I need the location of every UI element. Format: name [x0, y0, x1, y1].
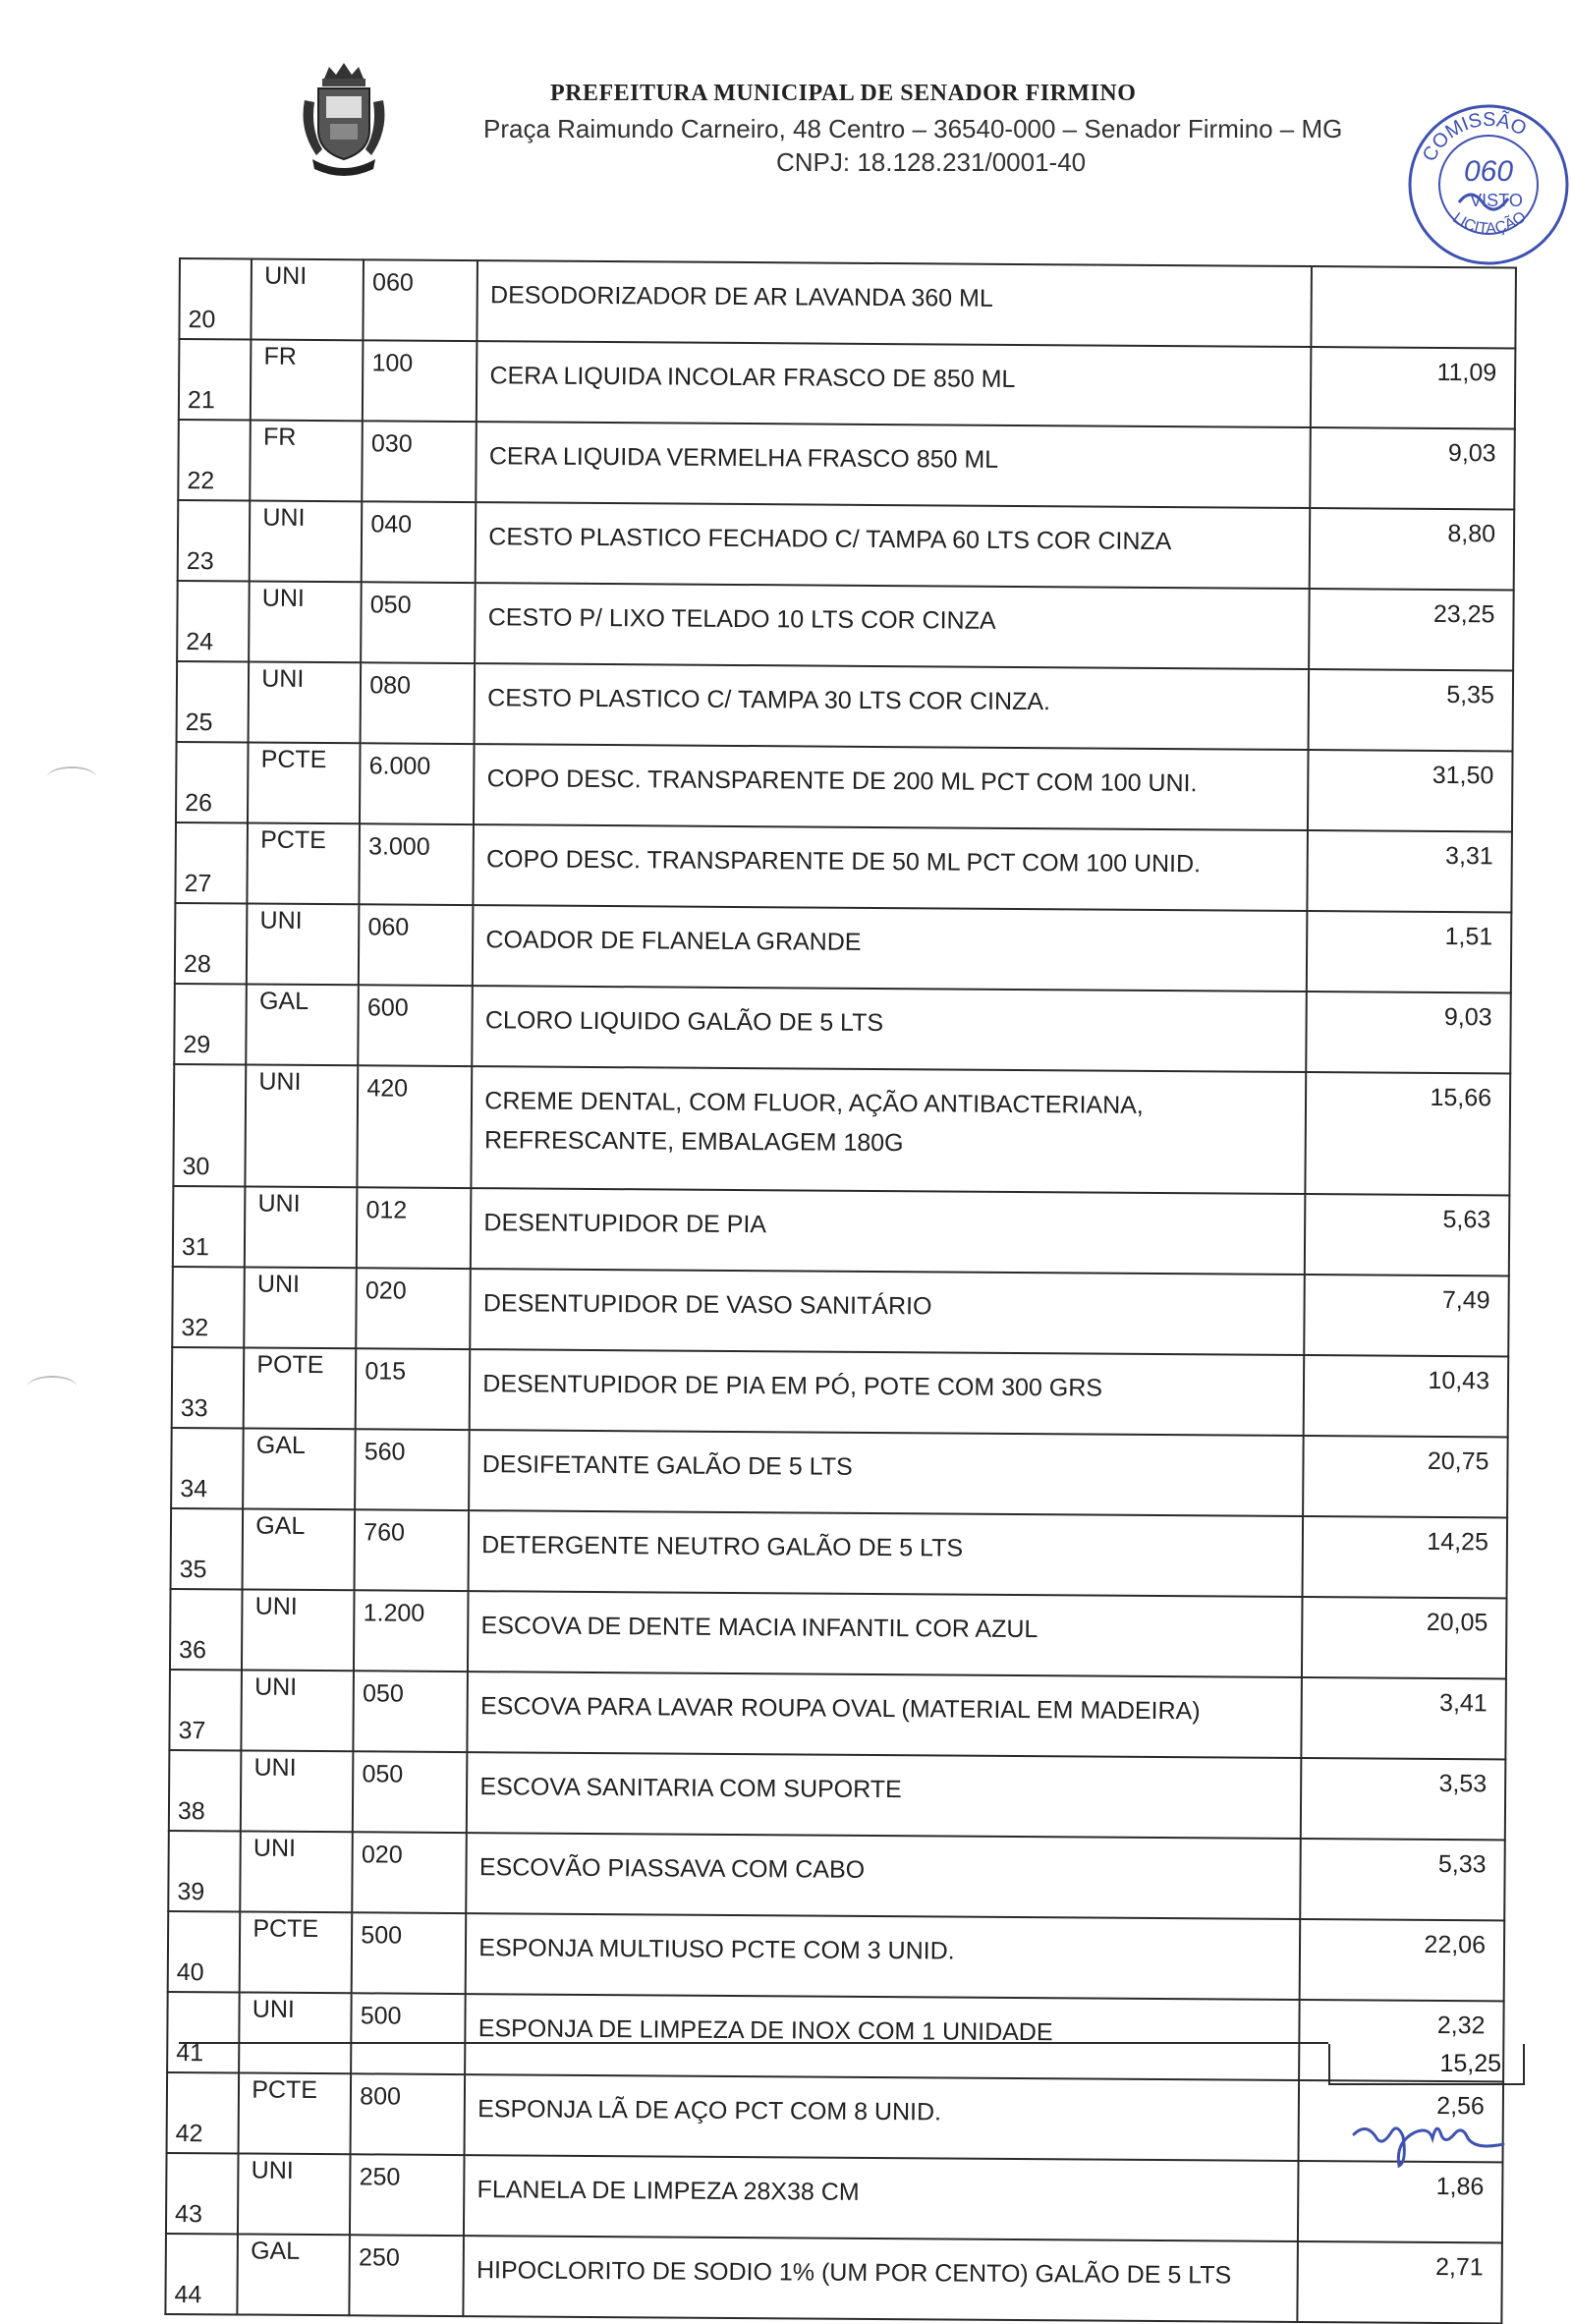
row-quantity: 060: [359, 904, 474, 986]
row-unit: PCTE: [239, 2072, 352, 2154]
stamp-top-text: COMISSÃO: [1418, 108, 1531, 166]
row-description: CESTO P/ LIXO TELADO 10 LTS COR CINZA: [475, 583, 1310, 669]
table-row: [175, 822, 1512, 912]
row-number: 33: [172, 1347, 245, 1429]
row-unit: UNI: [241, 1831, 354, 1912]
row-description: ESPONJA LÃ DE AÇO PCT COM 8 UNID.: [465, 2074, 1300, 2161]
row-number: 44: [165, 2234, 238, 2315]
row-price: 5,63: [1305, 1194, 1509, 1275]
row-price: 2,32: [1299, 2000, 1503, 2081]
table-row: [179, 258, 1516, 348]
row-quantity: 250: [350, 2235, 465, 2316]
row-description: ESCOVÃO PIASSAVA COM CABO: [467, 1833, 1302, 1919]
row-unit: UNI: [249, 582, 362, 663]
table-row: [178, 420, 1515, 509]
row-price: 3,53: [1301, 1758, 1505, 1840]
row-price: 2,56: [1299, 2080, 1503, 2162]
row-price: 8,80: [1310, 508, 1514, 590]
row-quantity: 500: [351, 1993, 466, 2074]
row-number: 27: [175, 822, 248, 904]
table-row: [169, 1750, 1506, 1840]
table-row: [175, 903, 1512, 992]
row-quantity: 020: [357, 1268, 472, 1349]
row-quantity: 420: [358, 1065, 473, 1188]
row-description: DESENTUPIDOR DE PIA EM PÓ, POTE COM 300 GRS: [470, 1349, 1305, 1436]
header-cnpj: CNPJ: 18.128.231/0001-40: [776, 147, 1087, 177]
table-row: [171, 1428, 1508, 1517]
row-unit: UNI: [247, 904, 360, 986]
header-address: Praça Raimundo Carneiro, 48 Centro – 36540-000 – Senador Firmino – MG: [483, 114, 1343, 143]
row-description: CERA LIQUIDA INCOLAR FRASCO DE 850 ML: [477, 341, 1312, 427]
table-row: [177, 661, 1514, 751]
row-quantity: 015: [356, 1348, 471, 1430]
row-unit: UNI: [250, 501, 363, 583]
row-description: CESTO PLASTICO C/ TAMPA 30 LTS COR CINZA.: [475, 663, 1310, 750]
table-row: [177, 581, 1514, 670]
row-number: 23: [178, 500, 251, 582]
row-unit: UNI: [242, 1670, 355, 1751]
row-description: CESTO PLASTICO FECHADO C/ TAMPA 60 LTS COR CINZA: [476, 502, 1311, 589]
row-price: 11,09: [1311, 347, 1515, 428]
table-row: [167, 1992, 1504, 2081]
row-description: CREME DENTAL, COM FLUOR, AÇÃO ANTIBACTERIANA, REFRESCANTE, EMBALAGEM 180G: [472, 1066, 1307, 1194]
row-unit: UNI: [239, 1992, 352, 2073]
table-row: [168, 1911, 1505, 2001]
row-number: 25: [177, 661, 250, 743]
table-row: [178, 500, 1515, 590]
row-number: 37: [169, 1670, 242, 1751]
municipal-coat-of-arms-icon: [295, 61, 393, 179]
row-price: 1,86: [1298, 2161, 1502, 2242]
row-unit: UNI: [238, 2153, 351, 2235]
row-price: 20,05: [1302, 1597, 1506, 1678]
row-unit: FR: [251, 340, 364, 422]
table-bottom-rule: [179, 2042, 1328, 2044]
row-price: 15,66: [1306, 1072, 1511, 1195]
row-number: 42: [167, 2072, 240, 2154]
commission-stamp: [1400, 96, 1572, 273]
row-description: DESODORIZADOR DE AR LAVANDA 360 ML: [477, 260, 1313, 347]
table-row: [172, 1347, 1509, 1437]
row-unit: UNI: [249, 662, 362, 744]
row-unit: POTE: [244, 1347, 357, 1429]
row-quantity: 050: [354, 1671, 469, 1752]
row-number: 36: [170, 1589, 243, 1671]
table-row: [167, 2072, 1504, 2162]
row-description: COPO DESC. TRANSPARENTE DE 50 ML PCT COM 100 UNID.: [474, 824, 1309, 911]
row-description: COADOR DE FLANELA GRANDE: [473, 905, 1308, 992]
row-unit: PCTE: [240, 1911, 353, 1993]
row-price: 2,71: [1298, 2241, 1502, 2323]
row-description: DESIFETANTE GALÃO DE 5 LTS: [469, 1430, 1304, 1516]
row-price: 3,41: [1302, 1677, 1506, 1759]
row-description: DESENTUPIDOR DE VASO SANITÁRIO: [471, 1269, 1306, 1355]
row-unit: UNI: [242, 1589, 355, 1671]
row-price: 7,49: [1305, 1275, 1509, 1356]
row-unit: PCTE: [248, 823, 361, 905]
items-table: [164, 257, 1517, 2324]
row-unit: GAL: [243, 1428, 356, 1509]
stamp-number: 060: [1463, 155, 1514, 188]
row-description: ESCOVA DE DENTE MACIA INFANTIL COR AZUL: [468, 1591, 1303, 1677]
row-quantity: 3.000: [360, 823, 475, 905]
row-quantity: 020: [353, 1832, 468, 1913]
table-row: [179, 339, 1516, 428]
row-number: 34: [171, 1428, 244, 1509]
row-number: 24: [177, 581, 250, 662]
row-price: 20,75: [1303, 1436, 1507, 1517]
row-unit: UNI: [241, 1750, 354, 1832]
table-row: [171, 1508, 1508, 1598]
row-description: DETERGENTE NEUTRO GALÃO DE 5 LTS: [469, 1510, 1304, 1597]
row-description: FLANELA DE LIMPEZA 28X38 CM: [464, 2155, 1299, 2241]
row-quantity: 760: [355, 1509, 470, 1591]
row-price: 14,25: [1303, 1516, 1507, 1598]
row-number: 21: [179, 339, 252, 421]
row-number: 41: [167, 1992, 240, 2073]
row-unit: FR: [251, 421, 364, 502]
row-unit: GAL: [243, 1508, 356, 1590]
row-quantity: 060: [364, 259, 478, 341]
row-unit: UNI: [245, 1267, 358, 1348]
row-price: 31,50: [1308, 750, 1512, 831]
table-row: [166, 2153, 1503, 2242]
row-number: 29: [174, 984, 247, 1065]
table-row: [173, 1064, 1510, 1195]
row-description: ESPONJA DE LIMPEZA DE INOX COM 1 UNIDADE: [465, 1994, 1300, 2080]
row-number: 31: [173, 1186, 246, 1268]
row-number: 43: [166, 2153, 239, 2235]
row-quantity: 1.200: [354, 1590, 469, 1672]
row-number: 32: [172, 1267, 245, 1348]
row-price: 22,06: [1300, 1919, 1504, 2001]
row-price: 23,25: [1309, 589, 1513, 670]
table-row: [173, 1186, 1510, 1275]
page-title: PREFEITURA MUNICIPAL DE SENADOR FIRMINO: [550, 81, 1137, 106]
row-number: 28: [175, 903, 248, 985]
row-unit: UNI: [245, 1186, 358, 1268]
row-unit: UNI: [252, 259, 365, 341]
row-quantity: 560: [355, 1429, 470, 1510]
row-quantity: 030: [363, 421, 477, 502]
row-quantity: 050: [353, 1751, 468, 1833]
row-description: DESENTUPIDOR DE PIA: [471, 1188, 1306, 1275]
row-description: CERA LIQUIDA VERMELHA FRASCO 850 ML: [477, 422, 1312, 508]
row-quantity: 800: [351, 2073, 466, 2155]
row-description: COPO DESC. TRANSPARENTE DE 200 ML PCT COM 100 UNI.: [474, 744, 1309, 830]
row-description: ESPONJA MULTIUSO PCTE COM 3 UNID.: [466, 1913, 1301, 2000]
row-price: 5,35: [1309, 669, 1513, 751]
row-number: 22: [178, 420, 251, 501]
table-row: [174, 984, 1511, 1073]
table-row: [168, 1831, 1505, 1920]
page-edge-mark: [28, 1376, 77, 1397]
row-unit: GAL: [247, 985, 360, 1066]
row-number: 35: [171, 1508, 244, 1590]
table-row: [176, 742, 1513, 831]
row-price: 10,43: [1304, 1355, 1508, 1437]
handwritten-signature-icon: [1346, 2093, 1513, 2172]
row-quantity: 040: [362, 501, 477, 583]
row-quantity: 080: [361, 662, 476, 744]
row-quantity: 500: [352, 1912, 467, 1994]
table-row: [170, 1589, 1507, 1678]
row-quantity: 600: [359, 985, 474, 1066]
row-number: 38: [169, 1750, 242, 1832]
stamp-middle-text: VISTO: [1470, 191, 1523, 210]
row-quantity: 6.000: [360, 743, 475, 824]
row-number: 26: [176, 742, 249, 823]
row-price: [1312, 266, 1516, 348]
row-quantity: 012: [357, 1187, 472, 1269]
row-description: HIPOCLORITO DE SODIO 1% (UM POR CENTO) GALÃO DE 5 LTS: [464, 2236, 1299, 2322]
last-price-cell: 15,25: [1328, 2044, 1525, 2085]
stamp-bottom-text: LICITAÇÃO: [1449, 208, 1530, 238]
row-number: 20: [179, 258, 252, 340]
table-row: [165, 2234, 1502, 2323]
row-price: 9,03: [1311, 427, 1515, 509]
row-price: 5,33: [1301, 1839, 1505, 1920]
table-row: [172, 1267, 1509, 1356]
row-unit: GAL: [238, 2234, 351, 2315]
page-edge-mark: [47, 766, 96, 788]
row-number: 30: [173, 1064, 246, 1187]
row-price: 3,31: [1308, 830, 1512, 912]
row-quantity: 050: [361, 582, 476, 663]
row-number: 40: [168, 1911, 241, 1993]
row-price: 9,03: [1307, 992, 1511, 1073]
row-price: 1,51: [1307, 911, 1511, 992]
row-description: ESCOVA SANITARIA COM SUPORTE: [467, 1752, 1302, 1839]
row-unit: UNI: [246, 1064, 359, 1187]
row-description: CLORO LIQUIDO GALÃO DE 5 LTS: [473, 986, 1308, 1072]
row-number: 39: [168, 1831, 241, 1912]
row-unit: PCTE: [248, 743, 361, 824]
row-description: ESCOVA PARA LAVAR ROUPA OVAL (MATERIAL EM MADEIRA): [468, 1672, 1303, 1758]
row-quantity: 100: [363, 340, 477, 422]
svg-text:LICITAÇÃO: [1449, 208, 1529, 238]
row-quantity: 250: [350, 2154, 465, 2236]
table-row: [169, 1670, 1506, 1759]
